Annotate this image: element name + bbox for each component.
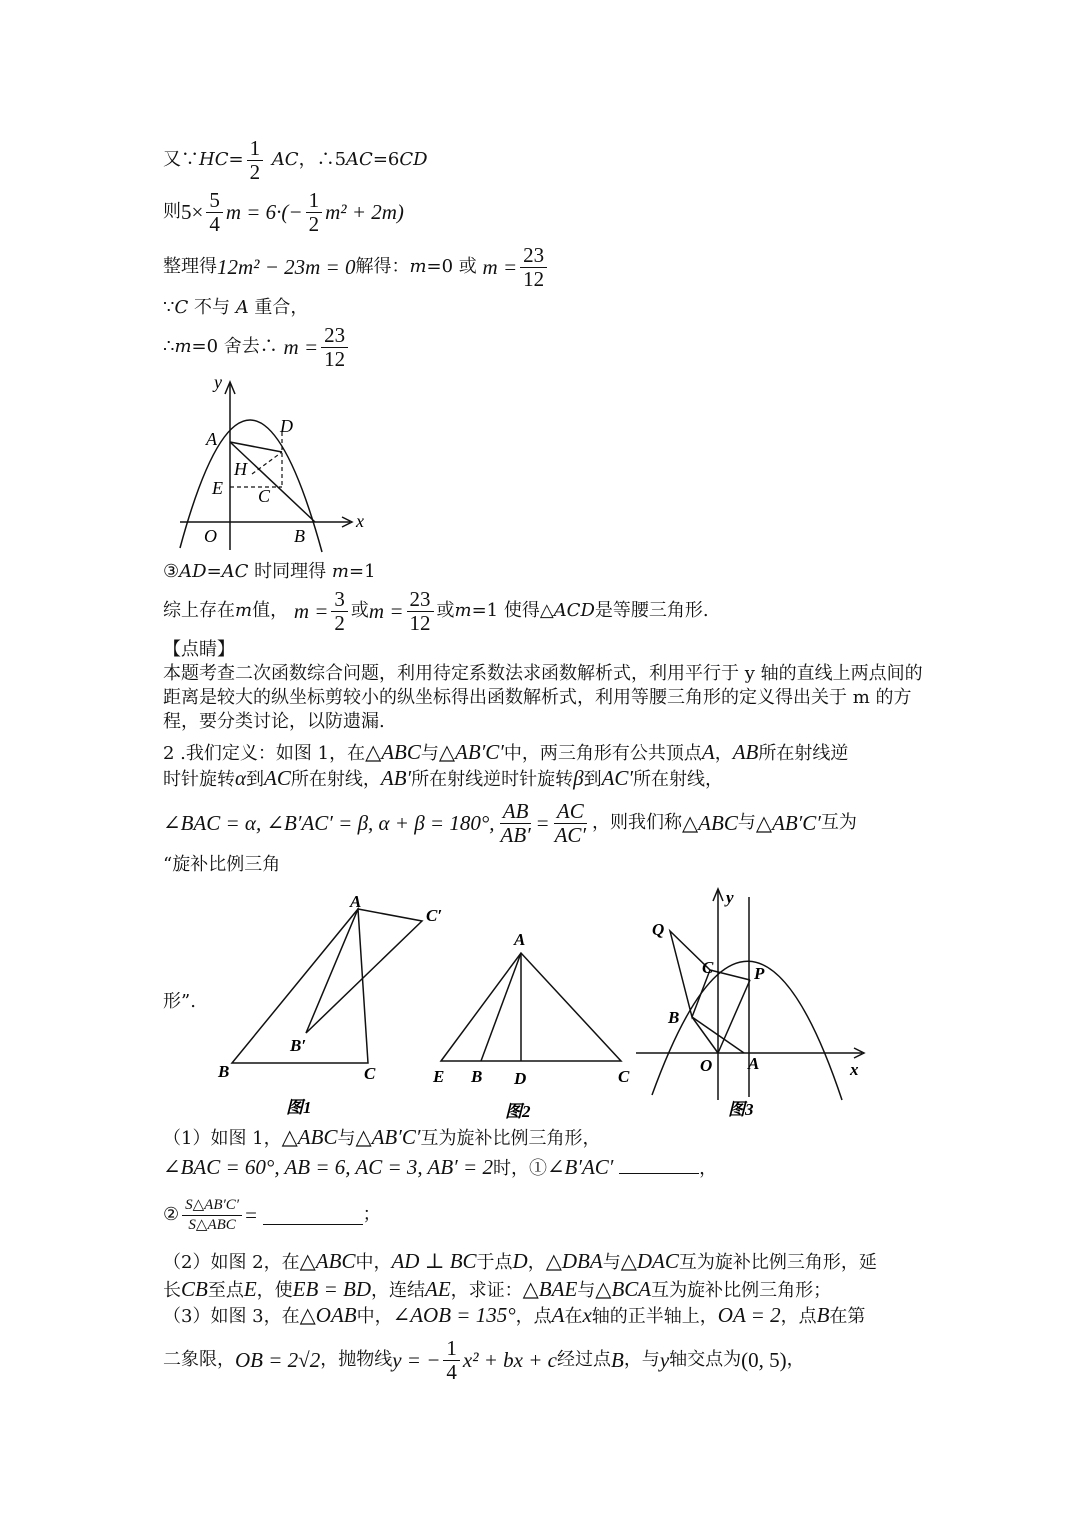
denominator: 2 xyxy=(249,159,261,184)
triangle-ABpCp xyxy=(306,909,422,1033)
fraction: $\frac{AB}{AB'}$ xyxy=(500,798,531,847)
denominator: 12 xyxy=(324,346,346,371)
text: ∴ xyxy=(163,336,175,357)
caption-figure-1: 图1 xyxy=(286,1098,312,1117)
text: = xyxy=(206,561,222,582)
label-A: A xyxy=(514,930,526,949)
math: m = xyxy=(293,599,329,623)
label-B-prime: B′ xyxy=(290,1036,307,1055)
label-E: E xyxy=(212,478,223,498)
text: ∵ xyxy=(163,297,175,318)
label-C: C xyxy=(364,1064,376,1083)
text: =0 或 xyxy=(426,256,477,277)
label-y: y xyxy=(214,372,222,392)
text: m xyxy=(331,561,349,582)
label-H: H xyxy=(234,459,247,479)
text: =6 xyxy=(372,149,400,170)
text: 是等腰三角形. xyxy=(594,600,709,621)
solution-line-1 xyxy=(163,135,428,185)
denominator: 12 xyxy=(409,610,431,635)
figure-1 xyxy=(210,895,450,1125)
text: m xyxy=(235,600,253,621)
text: 整理得 xyxy=(163,256,217,277)
numerator: 1 xyxy=(306,189,323,213)
part-3-line-1: （3）如图 3，在△OAB中，∠AOB = 135°，点A在x轴的正半轴上，OA = 2，点B在第 xyxy=(163,1303,866,1327)
text: =0 舍去∴ xyxy=(191,336,278,357)
text: 解得： xyxy=(355,256,410,277)
label-C: C xyxy=(618,1067,630,1086)
label-C-prime: C′ xyxy=(426,906,443,925)
dianjing-body: 本题考查二次函数综合问题，利用待定系数法求函数解析式，利用平行于 y 轴的直线上两点间的距离是较大的纵坐标剪较小的纵坐标得出函数解析式，利用等腰三角形的定义得出关于 m 的方程，要分类讨论，以防遗漏. xyxy=(163,663,923,732)
fraction xyxy=(206,189,223,236)
fraction xyxy=(321,324,348,371)
label-D: D xyxy=(514,1069,527,1088)
label-A: A xyxy=(748,1054,760,1073)
math: m = xyxy=(283,335,319,359)
text: AC xyxy=(346,149,373,170)
q2-definition-line: ∠BAC = α, ∠B′AC′ = β, α + β = 180°, $\frac{AB}{AB'}$ = $\frac{AC}{AC'}$ ，则我们称 △ABC 与 △AB′C′ 互为 xyxy=(163,798,857,847)
text: AC xyxy=(221,561,249,582)
text: 则 xyxy=(163,201,181,222)
line-AD xyxy=(230,442,282,452)
text: m xyxy=(454,600,472,621)
parabola-curve xyxy=(652,961,842,1100)
label-D: D xyxy=(280,416,293,436)
solution-line-4 xyxy=(163,296,308,320)
label-A: A xyxy=(350,895,362,911)
label-E: E xyxy=(433,1067,445,1086)
text: 时同理得 xyxy=(248,561,332,582)
numerator: 3 xyxy=(331,588,348,612)
label-O: O xyxy=(204,526,217,546)
parabola-figure xyxy=(170,370,370,555)
answer-blank-2[interactable] xyxy=(263,1206,363,1225)
solution-line-5 xyxy=(163,322,351,372)
part-3-line-2: 二象限， OB = 2√2 ，抛物线 y = − $\frac{1}{4}$ x² + bx + c 经过点 B ，与 y 轴交点为 (0, 5) ， xyxy=(163,1335,805,1384)
fraction: $\frac{AC}{AC'}$ xyxy=(554,798,587,847)
fraction xyxy=(331,588,348,635)
solution-line-6 xyxy=(163,560,376,584)
fraction xyxy=(520,244,547,291)
label-B: B xyxy=(668,1008,680,1027)
text: =1 xyxy=(348,561,376,582)
text: ，∴5 xyxy=(298,149,347,170)
text: ③ xyxy=(163,561,180,582)
figure-2 xyxy=(425,925,645,1125)
text: =1 使得△ xyxy=(471,600,554,621)
label-B: B xyxy=(471,1067,483,1086)
denominator: 2 xyxy=(308,211,320,236)
text: 或 xyxy=(350,600,369,621)
text: m xyxy=(174,336,192,357)
numerator: 1 xyxy=(247,137,264,161)
numerator: 23 xyxy=(407,588,434,612)
label-B: B xyxy=(294,526,305,546)
text: 又∵ xyxy=(163,149,199,170)
label-y: y xyxy=(726,888,734,907)
math: m = 6·(− xyxy=(225,200,303,224)
dashed-HD xyxy=(252,452,282,474)
solution-line-7 xyxy=(163,585,709,637)
solution-line-2 xyxy=(163,188,404,236)
label-P: P xyxy=(754,964,765,983)
text: A xyxy=(235,297,249,318)
text: AD xyxy=(179,561,207,582)
q2-definition-end: “旋补比例三角 xyxy=(163,854,281,875)
area-ratio-fraction: $\frac{S\triangle AB'C'}{\text{S△ABC}}$ xyxy=(182,1196,242,1235)
dianjing-title: 【点睛】 xyxy=(163,639,235,660)
fraction xyxy=(407,588,434,635)
denominator: 2 xyxy=(334,610,345,635)
math: m = xyxy=(368,599,404,623)
text: 值， xyxy=(252,600,289,621)
line-CP xyxy=(710,970,750,980)
text: CD xyxy=(399,149,428,170)
q2-intro: 2 .我们定义：如图 1，在△ABC与△AB′C′中，两三角形有公共顶点A，AB所在射线逆 时针旋转α到AC所在射线，AB′所在射线逆时针旋转β到AC′所在射线， xyxy=(163,740,849,790)
label-x: x xyxy=(356,511,364,531)
text: AC xyxy=(271,149,299,170)
label-C: C xyxy=(702,958,714,977)
caption-figure-3: 图3 xyxy=(728,1100,754,1119)
caption-figure-2: 图2 xyxy=(505,1102,531,1121)
fraction xyxy=(247,137,264,184)
math: 12m² − 23m = 0 xyxy=(217,255,356,279)
triangle-AEC xyxy=(441,953,621,1061)
figure-3 xyxy=(630,885,880,1125)
label-B: B xyxy=(218,1062,230,1081)
text: C xyxy=(174,297,189,318)
line-AB xyxy=(481,953,521,1061)
text: ACD xyxy=(553,600,595,621)
denominator: 12 xyxy=(523,266,545,291)
solution-line-3 xyxy=(163,242,550,292)
fraction xyxy=(306,189,323,236)
label-C: C xyxy=(258,486,271,506)
numerator: 23 xyxy=(520,244,547,268)
label-x: x xyxy=(850,1060,859,1079)
text: = xyxy=(228,149,244,170)
line-OP xyxy=(718,980,750,1053)
part-1-line-2: ∠BAC = 60°, AB = 6, AC = 3, AB′ = 2时，①∠B′AC′ ， xyxy=(163,1155,718,1179)
q2-definition-tail: 形”. xyxy=(163,991,196,1012)
part-1-line-1: （1）如图 1，△ABC与△AB′C′互为旋补比例三角形， xyxy=(163,1125,601,1149)
answer-blank-1[interactable] xyxy=(619,1173,699,1174)
math: 5× xyxy=(181,200,204,224)
text: m xyxy=(409,256,427,277)
numerator: 5 xyxy=(206,189,223,213)
label-Q: Q xyxy=(652,920,665,939)
text: HC xyxy=(199,149,229,170)
text: 重合， xyxy=(248,297,309,318)
text: 综上存在 xyxy=(163,600,235,621)
math: m² + 2m) xyxy=(325,200,404,224)
label-O: O xyxy=(700,1056,713,1075)
text: 或 xyxy=(436,600,455,621)
part-2: （2）如图 2，在△ABC中，AD ⊥ BC于点D，△DBA与△DAC互为旋补比例三角形，延 长CB至点E，使EB = BD，连结AE，求证：△BAE与△BCA互为旋补比例三角形； xyxy=(163,1249,877,1301)
fraction: $\frac{1}{4}$ xyxy=(443,1337,460,1384)
label-A: A xyxy=(206,429,217,449)
denominator: 4 xyxy=(209,211,220,236)
line-AB xyxy=(230,442,315,522)
numerator: 23 xyxy=(321,324,348,348)
math: m = xyxy=(482,255,518,279)
part-1-line-3: ② $\frac{S\triangle AB'C'}{\text{S△ABC}}$ = ； xyxy=(163,1196,381,1233)
text: 不与 xyxy=(188,297,236,318)
line-BO xyxy=(692,1017,718,1053)
